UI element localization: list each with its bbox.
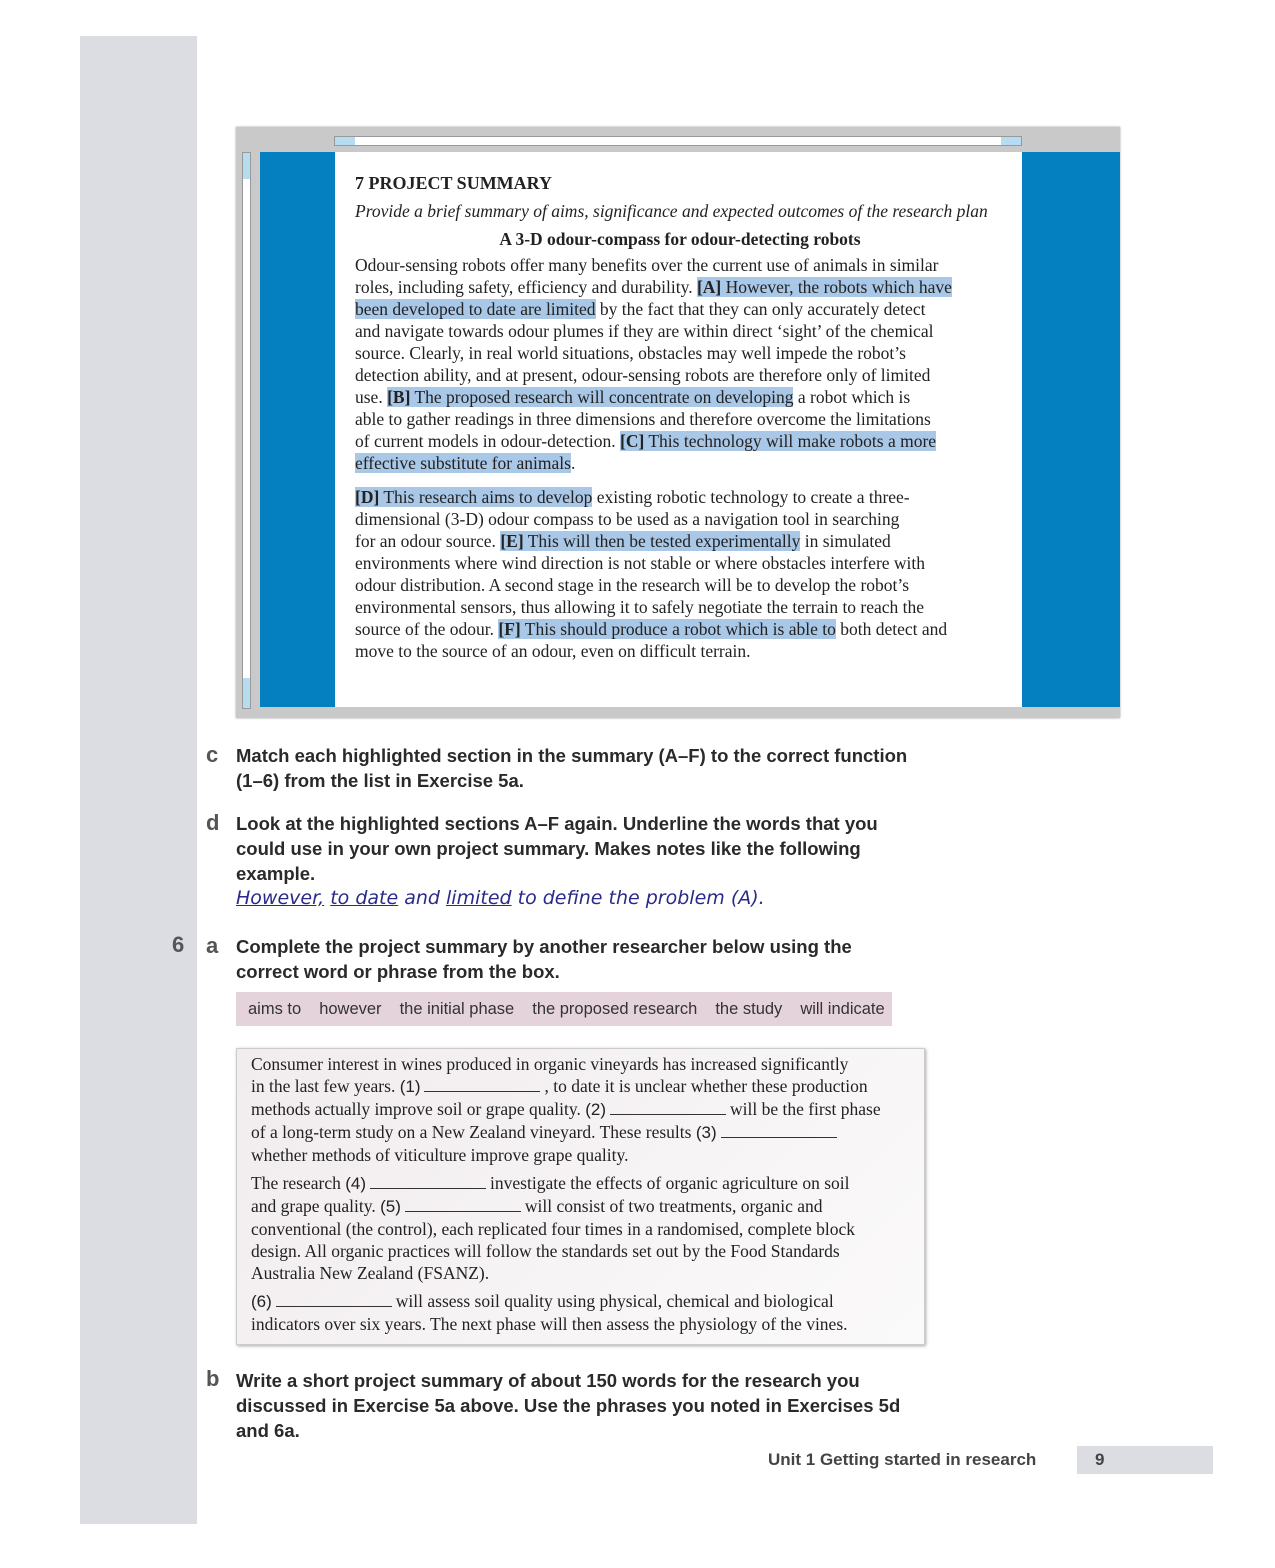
text-line (251, 1098, 881, 1121)
summary-paragraph (355, 486, 1005, 662)
text-line (355, 364, 1005, 386)
text-line (355, 298, 1005, 320)
answer-blank[interactable] (405, 1197, 521, 1212)
underlined-word: to date (330, 887, 399, 909)
text-segment: The research (251, 1173, 346, 1193)
text-line (251, 1262, 881, 1284)
answer-blank[interactable] (721, 1123, 837, 1138)
answer-blank[interactable] (370, 1174, 486, 1189)
text-segment: of a long-term study on a New Zealand vineyard. These results (251, 1122, 696, 1142)
text-segment: source of the odour. (355, 619, 499, 639)
text-line (355, 596, 1005, 618)
blank-number: (2) (585, 1100, 606, 1119)
cloze-paragraph (251, 1053, 881, 1166)
exercise-6a-text: Complete the project summary by another researcher below using the correct word or phrase from the box. (236, 936, 852, 982)
text-segment: will be the first phase (729, 1099, 881, 1119)
word-option: aims to (248, 999, 302, 1018)
blank-number: (5) (380, 1197, 401, 1216)
text-segment: whether methods of viticulture improve grape quality. (251, 1145, 629, 1165)
word-box (236, 992, 892, 1026)
highlighted-section: [E] (500, 531, 524, 551)
text-segment: indicators over six years. The next phase will then assess the physiology of the vines. (251, 1314, 848, 1334)
page-margin-bar (80, 36, 197, 1524)
cloze-paragraph (251, 1290, 881, 1335)
word-option: the initial phase (399, 999, 515, 1018)
text-segment: in simulated (800, 531, 891, 551)
text-segment: will consist of two treatments, organic and (524, 1196, 823, 1216)
text-segment: and grape quality. (251, 1196, 381, 1216)
document-page (335, 152, 1022, 707)
text-segment: by the fact that they can only accurately detect (595, 299, 926, 319)
horizontal-ruler[interactable] (334, 136, 1022, 146)
text-segment: , to date it is unclear whether these production (544, 1076, 868, 1096)
text-segment: investigate the effects of organic agriculture on soil (490, 1173, 850, 1193)
underlined-word: limited (446, 887, 512, 909)
section-instruction: Provide a brief summary of aims, significance and expected outcomes of the research plan (355, 201, 988, 221)
example-text: to define the problem (A). (511, 887, 765, 909)
text-line (355, 508, 1005, 530)
vertical-ruler[interactable] (242, 152, 251, 709)
exercise-6b-label: b (206, 1366, 220, 1391)
exercise-d-text: Look at the highlighted sections A–F again. Underline the words that you could use in your own project summary. Makes notes like the following example. (236, 813, 878, 884)
word-option: will indicate (800, 999, 885, 1018)
text-segment: and navigate towards odour plumes if they are within direct ‘sight’ of the chemical (355, 321, 934, 341)
text-segment: Australia New Zealand (FSANZ). (251, 1263, 490, 1283)
summary-title: A 3-D odour-compass for odour-detecting robots (499, 229, 861, 249)
text-segment: detection ability, and at present, odour-sensing robots are therefore only of limited (355, 365, 931, 385)
highlighted-section: However, the robots which have (721, 277, 952, 297)
highlighted-section: This should produce a robot which is able to (520, 619, 836, 639)
text-segment: . (570, 453, 576, 473)
section-heading: 7 PROJECT SUMMARY (355, 173, 553, 193)
text-line (251, 1218, 881, 1240)
text-line (251, 1053, 881, 1075)
text-segment: design. All organic practices will follow the standards set out by the Food Standards (251, 1241, 840, 1261)
answer-blank[interactable] (610, 1100, 726, 1115)
text-line (355, 640, 1005, 662)
highlighted-section: effective substitute for animals (355, 453, 571, 473)
text-line (355, 276, 1005, 298)
text-segment: both detect and (835, 619, 948, 639)
text-line (355, 408, 1005, 430)
document-window (236, 127, 1120, 718)
highlighted-section: [A] (696, 277, 722, 297)
text-line (355, 486, 1005, 508)
answer-blank[interactable] (424, 1077, 540, 1092)
highlighted-section: This research aims to develop (379, 487, 593, 507)
text-line (355, 618, 1005, 640)
word-option: the study (715, 999, 783, 1018)
exercise-c-text: Match each highlighted section in the summary (A–F) to the correct function (1–6) from the list in Exercise 5a. (236, 745, 908, 791)
text-segment: able to gather readings in three dimensions and therefore overcome the limitations (355, 409, 931, 429)
example-text: and (398, 887, 447, 909)
text-line (251, 1195, 881, 1218)
cloze-paragraph (251, 1172, 881, 1284)
text-segment: environments where wind direction is not stable or where obstacles interfere with (355, 553, 926, 573)
text-line (355, 430, 1005, 452)
exercise-6b-text: Write a short project summary of about 150 words for the research you discussed in Exercise 5a above. Use the phrases you noted in Exercises 5d and 6a. (236, 1370, 901, 1441)
text-line (251, 1144, 881, 1166)
exercise-6a-label: a (206, 933, 219, 958)
text-segment: move to the source of an odour, even on difficult terrain. (355, 641, 751, 661)
summary-paragraph (355, 254, 1005, 474)
text-segment: source. Clearly, in real world situations, obstacles may well impede the robot’s (355, 343, 906, 363)
text-line (355, 342, 1005, 364)
highlighted-section: [F] (498, 619, 521, 639)
text-line (355, 530, 1005, 552)
highlighted-section: [C] (620, 431, 645, 451)
page-number: 9 (1077, 1446, 1213, 1474)
blank-number: (1) (399, 1077, 421, 1096)
cloze-text-box (236, 1048, 925, 1345)
text-line (251, 1075, 881, 1098)
text-segment: existing robotic technology to create a three- (592, 487, 910, 507)
text-line (251, 1240, 881, 1262)
text-line (355, 254, 1005, 276)
answer-blank[interactable] (276, 1292, 392, 1307)
word-option: the proposed research (532, 999, 698, 1018)
highlighted-section: [B] (387, 387, 411, 407)
text-segment: for an odour source. (355, 531, 501, 551)
text-segment: environmental sensors, thus allowing it to safely negotiate the terrain to reach the (355, 597, 925, 617)
blank-number: (3) (695, 1123, 717, 1142)
text-line (251, 1313, 881, 1335)
text-segment: will assess soil quality using physical, chemical and biological (395, 1291, 834, 1311)
exercise-c-label: c (206, 742, 219, 767)
exercise-6-number: 6 (172, 932, 185, 957)
text-line (355, 552, 1005, 574)
footer-unit-title: Unit 1 Getting started in research (768, 1450, 1037, 1469)
text-line (251, 1172, 881, 1195)
text-segment: use. (355, 387, 388, 407)
text-line (355, 386, 1005, 408)
text-segment: Odour-sensing robots offer many benefits over the current use of animals in similar (355, 255, 939, 275)
handwritten-example (236, 887, 765, 909)
text-segment: Consumer interest in wines produced in organic vineyards has increased significantly (251, 1054, 849, 1074)
text-segment: of current models in odour-detection. (355, 431, 620, 451)
text-line (355, 452, 1005, 474)
blank-number: (4) (345, 1174, 367, 1193)
text-segment: odour distribution. A second stage in the research will be to develop the robot’s (355, 575, 910, 595)
highlighted-section: [D] (355, 487, 380, 507)
text-line (355, 320, 1005, 342)
text-line (355, 574, 1005, 596)
highlighted-section: been developed to date are limited (355, 299, 596, 319)
text-segment: roles, including safety, efficiency and durability. (355, 277, 697, 297)
highlighted-section: The proposed research will concentrate on developing (410, 387, 794, 407)
blank-number: (6) (251, 1292, 272, 1311)
highlighted-section: This technology will make robots a more (644, 431, 937, 451)
text-segment: methods actually improve soil or grape quality. (251, 1099, 586, 1119)
text-segment: in the last few years. (251, 1076, 400, 1096)
text-segment: a robot which is (793, 387, 911, 407)
word-option: however (319, 999, 382, 1018)
text-line (251, 1121, 881, 1144)
text-segment: conventional (the control), each replicated four times in a randomised, complete block (251, 1219, 856, 1239)
exercise-d-label: d (206, 810, 220, 835)
text-segment: dimensional (3-D) odour compass to be used as a navigation tool in searching (355, 509, 900, 529)
underlined-word: However, (236, 887, 325, 909)
text-line (251, 1290, 881, 1313)
highlighted-section: This will then be tested experimentally (523, 531, 801, 551)
